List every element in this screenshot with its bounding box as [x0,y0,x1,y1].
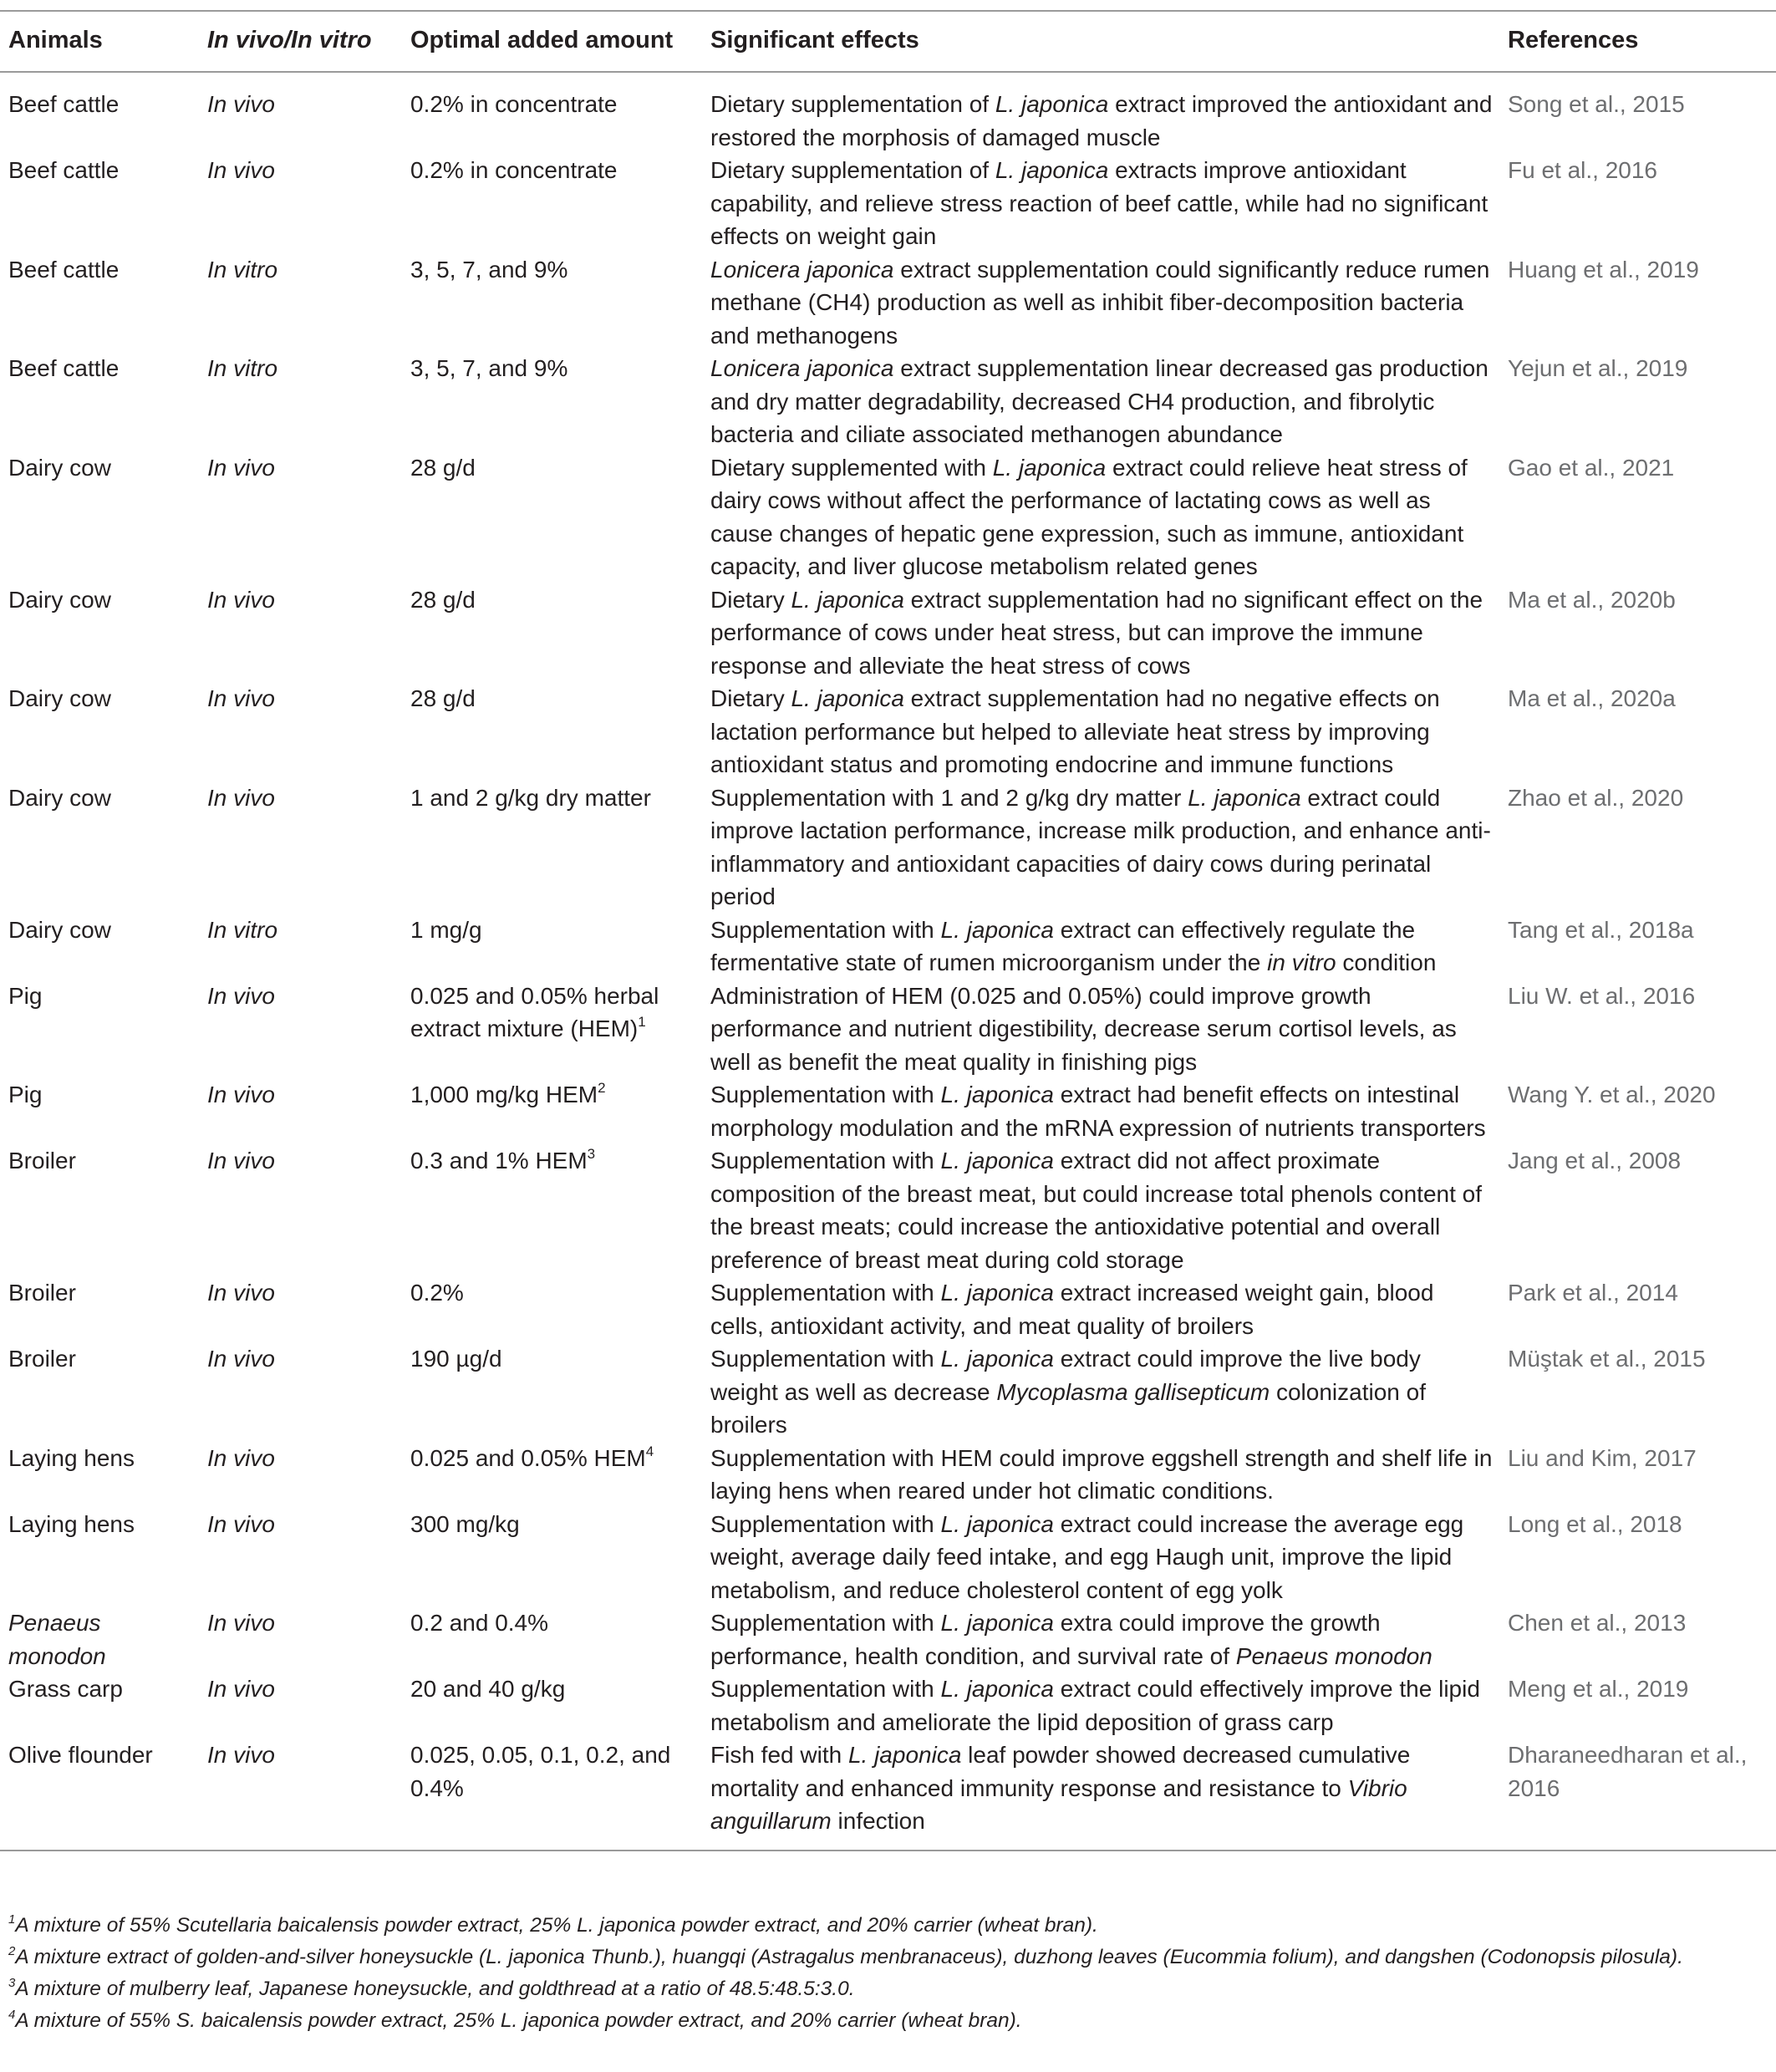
reference-cell [1499,583,1776,683]
effect-italic-term: Penaeus monodon [1235,1642,1433,1669]
amount-value: 28 g/d [410,586,476,613]
effect-text: extract supplementation had no significant effect on the performance of cows under heat stress, but can improve the immune response and alleviate the heat stress of cows [710,586,1483,679]
effect-text: Supplementation with [710,1148,941,1173]
effect-text: extract supplementation had no negative effects on lactation performance but helped to alleviate heat stress by improving antioxidant status and promoting endocrine and immune functions [710,685,1440,777]
effect-text: extract could improve lactation performance, increase milk production, and enhance anti-inflammatory and antioxidant capacities of dairy cows during perinatal period [710,784,1491,909]
study-type: In vivo [207,454,275,481]
reference-cell [1499,1276,1776,1342]
effect-species-name: Lonicera japonica [710,355,894,381]
study-type-cell [199,154,402,253]
effect-species-name: L. japonica [940,1676,1054,1702]
footnote [8,1973,1763,2005]
table-row [0,1606,1776,1672]
table-row [0,1276,1776,1342]
effect-species-name: L. japonica [940,1510,1054,1537]
footnote-number: 3 [8,1976,16,1990]
amount-value: 3, 5, 7, and 9% [410,355,568,381]
amount-cell [402,1508,702,1607]
reference-text: Liu W. et al., 2016 [1508,982,1696,1009]
effect-cell [702,682,1499,781]
reference-text: Tang et al., 2018a [1508,916,1694,943]
animal-name: Grass carp [8,1676,123,1702]
header-in-vivo-in-vitro: In vivo/In vitro [199,11,402,72]
study-type-cell [199,980,402,1079]
effect-italic-term: Vibrio anguillarum [710,1774,1407,1834]
effect-text: extract did not affect proximate composition of the breast meat, but could increase total phenols content of the breast meats; could increase the antioxidative potential and overall preference of breast meat during cold storage [710,1148,1483,1273]
footnote-marker: 1 [638,1014,646,1030]
amount-value: 1 and 2 g/kg dry matter [410,784,651,811]
study-type-cell [199,253,402,353]
study-type: In vitro [207,355,278,381]
study-type: In vivo [207,1444,275,1471]
effect-cell [702,1342,1499,1442]
reference-text: Ma et al., 2020a [1508,685,1676,711]
amount-value: 0.3 and 1% HEM [410,1148,588,1173]
study-type: In vivo [207,1082,275,1107]
amount-cell [402,253,702,353]
animal-name: Pig [8,982,43,1009]
header-optimal-added-amount: Optimal added amount [402,11,702,72]
effect-species-name: L. japonica [940,916,1054,943]
animal-name: Olive flounder [8,1742,153,1768]
table-row [0,451,1776,583]
animal-cell [0,1276,199,1342]
reference-cell [1499,1078,1776,1144]
reference-text: Huang et al., 2019 [1508,256,1699,283]
effect-text: Supplementation with [710,1280,941,1306]
effect-text: condition [1336,949,1437,975]
reference-cell [1499,781,1776,914]
effect-species-name: Lonicera japonica [710,256,894,283]
amount-value: 20 and 40 g/kg [410,1676,566,1702]
study-type: In vivo [207,1610,275,1636]
study-type: In vivo [207,685,275,711]
reference-text: Fu et al., 2016 [1508,157,1658,183]
effect-species-name: L. japonica [791,685,904,711]
study-type-cell [199,781,402,914]
effect-text: extracts improve antioxidant capability, and relieve stress reaction of beef cattle, while had no significant effects on weight gain [710,157,1488,249]
amount-cell [402,1739,702,1851]
amount-value: 0.025 and 0.05% herbal extract mixture (HEM) [410,982,659,1041]
amount-cell [402,1276,702,1342]
effect-cell [702,583,1499,683]
reference-text: Yejun et al., 2019 [1508,355,1688,381]
reference-cell [1499,1442,1776,1508]
study-type: In vivo [207,982,275,1009]
reference-cell [1499,451,1776,583]
amount-value: 0.025, 0.05, 0.1, 0.2, and 0.4% [410,1742,671,1801]
animal-cell [0,1442,199,1508]
reference-cell [1499,72,1776,154]
effect-text: Supplementation with [710,1610,941,1636]
header-row [0,11,1776,72]
amount-cell [402,1078,702,1144]
animal-cell [0,352,199,451]
reference-text: Long et al., 2018 [1508,1510,1682,1537]
study-type: In vivo [207,586,275,613]
header-animals: Animals [0,11,199,72]
footnotes [8,1910,1763,2037]
reference-text: Liu and Kim, 2017 [1508,1444,1697,1471]
table-row [0,352,1776,451]
effect-text: Supplementation with [710,1346,941,1372]
animal-cell [0,980,199,1079]
study-type: In vivo [207,1510,275,1537]
study-type: In vivo [207,1148,275,1173]
footnote [8,1910,1763,1942]
reference-text: Park et al., 2014 [1508,1280,1678,1306]
study-type-cell [199,1078,402,1144]
table-row [0,1739,1776,1851]
reference-cell [1499,1606,1776,1672]
effect-text: extract had benefit effects on intestinal morphology modulation and the mRNA expression of nutrients transporters [710,1082,1486,1141]
table-row [0,781,1776,914]
effect-cell [702,1606,1499,1672]
effect-species-name: L. japonica [940,1280,1054,1306]
table-row [0,980,1776,1079]
effect-cell [702,451,1499,583]
footnote-text: A mixture of mulberry leaf, Japanese honeysuckle, and goldthread at a ratio of 48.5:48.5:3.0. [15,1978,855,2000]
header-significant-effects: Significant effects [702,11,1499,72]
reference-text: Meng et al., 2019 [1508,1676,1689,1702]
effect-text: Dietary [710,586,791,613]
effect-text: Supplementation with [710,1676,941,1702]
table-header [0,11,1776,72]
footnote-text: A mixture of 55% S. baicalensis powder extract, 25% L. japonica powder extract, and 20% carrier (wheat bran). [15,2009,1022,2032]
amount-value: 300 mg/kg [410,1510,520,1537]
study-type-cell [199,914,402,980]
effect-text: extract could improve the live body weight as well as decrease [710,1346,1421,1405]
table-row [0,914,1776,980]
study-type: In vivo [207,157,275,183]
amount-cell [402,583,702,683]
reference-cell [1499,1739,1776,1851]
study-type-cell [199,1342,402,1442]
footnote-text: A mixture of 55% Scutellaria baicalensis powder extract, 25% L. japonica powder extract, and 20% carrier (wheat bran). [15,1914,1098,1937]
animal-name: Beef cattle [8,256,120,283]
footnote [8,1942,1763,1973]
reference-cell [1499,1672,1776,1739]
study-type-cell [199,1144,402,1276]
animal-cell [0,451,199,583]
study-type-cell [199,72,402,154]
effect-cell [702,980,1499,1079]
animal-name: Penaeus monodon [8,1610,106,1669]
amount-value: 1,000 mg/kg HEM [410,1082,598,1107]
study-type-cell [199,682,402,781]
footnote-number: 1 [8,1912,16,1927]
effect-cell [702,72,1499,154]
reference-cell [1499,980,1776,1079]
amount-cell [402,154,702,253]
effect-species-name: L. japonica [1188,784,1301,811]
effect-species-name: L. japonica [847,1742,962,1768]
reference-text: Müştak et al., 2015 [1508,1346,1706,1372]
effect-italic-term: Mycoplasma gallisepticum [996,1378,1270,1405]
reference-text: Wang Y. et al., 2020 [1508,1082,1716,1107]
footnote-number: 2 [8,1944,16,1958]
amount-value: 0.2% in concentrate [410,91,618,117]
effect-text: Supplementation with [710,916,941,943]
effect-text: Supplementation with HEM could improve eggshell strength and shelf life in laying hens when reared under hot climatic conditions. [710,1444,1493,1504]
study-type: In vitro [207,916,278,943]
amount-value: 0.2 and 0.4% [410,1610,549,1636]
effect-species-name: L. japonica [940,1148,1054,1173]
effect-text: extract can effectively regulate the fermentative state of rumen microorganism under the [710,916,1416,975]
animal-name: Beef cattle [8,91,120,117]
study-type: In vivo [207,91,275,117]
amount-cell [402,682,702,781]
effect-cell [702,1078,1499,1144]
effect-text: Supplementation with [710,1082,941,1107]
animal-cell [0,1144,199,1276]
study-type: In vivo [207,1346,275,1372]
effect-cell [702,1144,1499,1276]
effect-cell [702,1276,1499,1342]
footnote-number: 4 [8,2008,16,2022]
reference-cell [1499,1144,1776,1276]
effect-text: Supplementation with [710,1510,941,1537]
effect-text: Dietary supplementation of [710,91,995,117]
amount-value: 28 g/d [410,685,476,711]
amount-value: 0.025 and 0.05% HEM [410,1444,646,1471]
reference-text: Dharaneedharan et al., 2016 [1508,1742,1748,1801]
table-row [0,1672,1776,1739]
animal-name: Beef cattle [8,355,120,381]
study-type: In vivo [207,1676,275,1702]
footnote-marker: 2 [598,1080,606,1096]
study-type-cell [199,1672,402,1739]
amount-cell [402,1342,702,1442]
reference-text: Jang et al., 2008 [1508,1148,1682,1173]
effect-text: extract increased weight gain, blood cells, antioxidant activity, and meat quality of broilers [710,1280,1434,1339]
table-row [0,253,1776,353]
reference-text: Zhao et al., 2020 [1508,784,1684,811]
animal-cell [0,914,199,980]
animal-cell [0,253,199,353]
animal-name: Dairy cow [8,685,111,711]
study-type: In vitro [207,256,278,283]
footnote-marker: 3 [587,1146,596,1162]
animal-name: Laying hens [8,1510,135,1537]
animal-cell [0,682,199,781]
footnote-text: A mixture extract of golden-and-silver honeysuckle (L. japonica Thunb.), huangqi (Astragalus menbranaceus), duzhong leaves (Eucommia folium), and dangshen (Codonopsis pilosula). [15,1946,1683,1968]
reference-cell [1499,914,1776,980]
effect-cell [702,781,1499,914]
study-type-cell [199,1606,402,1672]
study-type: In vivo [207,784,275,811]
effect-text: Dietary supplementation of [710,157,995,183]
effect-text: Dietary [710,685,791,711]
effect-cell [702,1442,1499,1508]
animal-cell [0,1078,199,1144]
animal-name: Pig [8,1082,43,1107]
table-row [0,72,1776,154]
amount-cell [402,1144,702,1276]
study-type-cell [199,352,402,451]
effect-species-name: L. japonica [940,1346,1054,1372]
reference-text: Song et al., 2015 [1508,91,1685,117]
study-type-cell [199,1276,402,1342]
reference-text: Chen et al., 2013 [1508,1610,1687,1636]
animal-name: Beef cattle [8,157,120,183]
animal-cell [0,1606,199,1672]
table-row [0,1078,1776,1144]
amount-cell [402,980,702,1079]
effect-cell [702,1739,1499,1851]
effect-italic-term: in vitro [1267,949,1336,975]
effect-cell [702,914,1499,980]
animal-cell [0,1508,199,1607]
animal-cell [0,781,199,914]
effect-species-name: L. japonica [791,586,904,613]
effect-text: extract could relieve heat stress of dairy cows without affect the performance of lactating cows as well as cause changes of hepatic gene expression, such as immune, antioxidant capacity, and liver glucose metabolism related genes [710,454,1468,579]
effect-species-name: L. japonica [995,91,1109,117]
effect-species-name: L. japonica [940,1610,1054,1636]
table-row [0,1144,1776,1276]
effect-text: Fish fed with [710,1742,848,1768]
amount-cell [402,781,702,914]
reference-cell [1499,682,1776,781]
effect-text: extract supplementation linear decreased gas production and dry matter degradability, decreased CH4 production, and fibrolytic bacteria and ciliate associated methanogen abundance [710,355,1488,447]
effect-text: extract supplementation could significantly reduce rumen methane (CH4) production as well as inhibit fiber-decomposition bacteria and methanogens [710,256,1490,349]
animal-name: Dairy cow [8,454,111,481]
footnote-marker: 4 [645,1443,654,1459]
amount-value: 0.2% [410,1280,464,1306]
table-body [0,72,1776,1851]
animal-name: Broiler [8,1280,76,1306]
effect-cell [702,253,1499,353]
amount-cell [402,914,702,980]
effect-text: infection [831,1808,925,1834]
amount-cell [402,1442,702,1508]
amount-value: 28 g/d [410,454,476,481]
reference-cell [1499,253,1776,353]
table-row [0,1342,1776,1442]
reference-text: Ma et al., 2020b [1508,586,1676,613]
table-row [0,154,1776,253]
supplementation-table [0,10,1776,1851]
reference-cell [1499,154,1776,253]
amount-cell [402,1672,702,1739]
effect-cell [702,352,1499,451]
table-row [0,1442,1776,1508]
study-type-cell [199,1442,402,1508]
amount-value: 0.2% in concentrate [410,157,618,183]
reference-cell [1499,1342,1776,1442]
amount-cell [402,451,702,583]
effect-text: Administration of HEM (0.025 and 0.05%) could improve growth performance and nutrient digestibility, decrease serum cortisol levels, as well as benefit the meat quality in finishing pigs [710,982,1457,1075]
amount-cell [402,1606,702,1672]
effect-text: extra could improve the growth performance, health condition, and survival rate of [710,1610,1381,1669]
animal-cell [0,1342,199,1442]
footnote [8,2005,1763,2037]
animal-cell [0,72,199,154]
effect-text: extract could effectively improve the lipid metabolism and ameliorate the lipid deposition of grass carp [710,1676,1480,1735]
effect-text: Supplementation with 1 and 2 g/kg dry matter [710,784,1188,811]
animal-name: Broiler [8,1148,76,1173]
animal-name: Dairy cow [8,784,111,811]
study-type-cell [199,1508,402,1607]
amount-value: 190 µg/d [410,1346,502,1372]
effect-species-name: L. japonica [995,157,1109,183]
animal-name: Broiler [8,1346,76,1372]
animal-cell [0,583,199,683]
effect-cell [702,1508,1499,1607]
study-type-cell [199,451,402,583]
animal-cell [0,154,199,253]
effect-text: extract improved the antioxidant and restored the morphosis of damaged muscle [710,91,1493,150]
study-type: In vivo [207,1280,275,1306]
animal-name: Dairy cow [8,586,111,613]
table-row [0,682,1776,781]
amount-value: 3, 5, 7, and 9% [410,256,568,283]
animal-name: Dairy cow [8,916,111,943]
reference-cell [1499,352,1776,451]
table-row [0,1508,1776,1607]
header-references: References [1499,11,1776,72]
amount-value: 1 mg/g [410,916,482,943]
effect-text: extract could increase the average egg weight, average daily feed intake, and egg Haugh unit, improve the lipid metabolism, and reduce cholesterol content of egg yolk [710,1510,1464,1603]
animal-cell [0,1672,199,1739]
table-row [0,583,1776,683]
effect-text: colonization of broilers [710,1378,1426,1438]
amount-cell [402,352,702,451]
reference-text: Gao et al., 2021 [1508,454,1675,481]
effect-text: Dietary supplemented with [710,454,993,481]
effect-cell [702,1672,1499,1739]
effect-species-name: L. japonica [940,1082,1054,1107]
effect-text: leaf powder showed decreased cumulative mortality and enhanced immunity response and resistance to [710,1742,1411,1801]
amount-cell [402,72,702,154]
effect-species-name: L. japonica [992,454,1107,481]
animal-cell [0,1739,199,1851]
study-type-cell [199,1739,402,1851]
study-type-cell [199,583,402,683]
reference-cell [1499,1508,1776,1607]
study-type: In vivo [207,1742,275,1768]
animal-name: Laying hens [8,1444,135,1471]
effect-cell [702,154,1499,253]
